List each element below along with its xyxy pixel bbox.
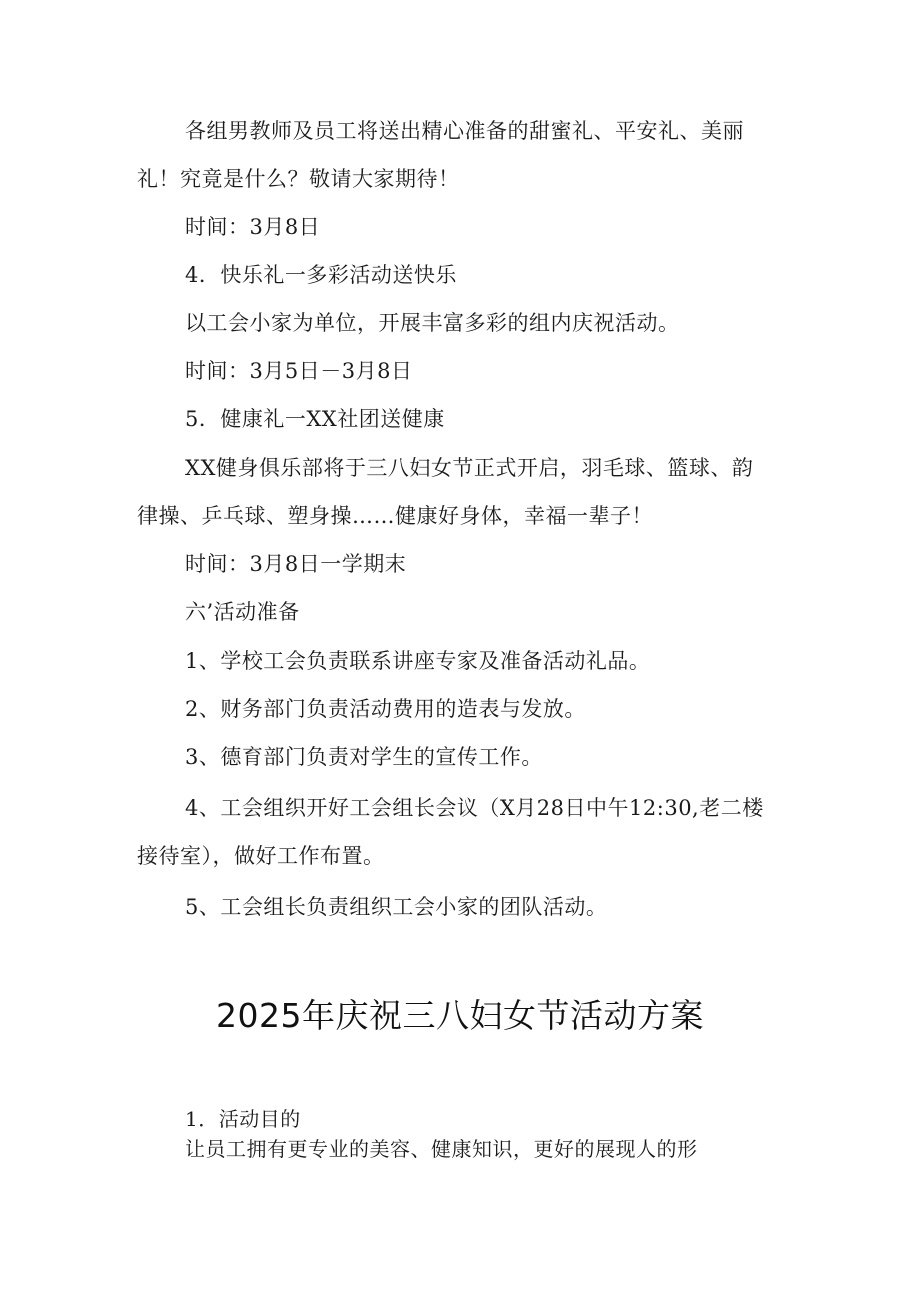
- paragraph-13: 2、财务部门负责活动费用的造表与发放。: [185, 697, 586, 721]
- paragraph-15: 4、工会组织开好工会组长会议（X月28日中午12:30,老二楼: [185, 796, 764, 820]
- paragraph-9: 律操、乒乓球、塑身操……健康好身体，幸福一辈子！: [137, 504, 653, 528]
- paragraph-4: 4．快乐礼一多彩活动送快乐: [185, 263, 457, 287]
- paragraph-8: XX健身俱乐部将于三八妇女节正式开启，羽毛球、篮球、韵: [185, 456, 754, 480]
- paragraph-16: 接待室），做好工作布置。: [137, 844, 385, 868]
- page-title: 2025年庆祝三八妇女节活动方案: [216, 996, 704, 1035]
- paragraph-7: 5．健康礼一XX社团送健康: [185, 407, 445, 431]
- paragraph-12: 1、学校工会负责联系讲座专家及准备活动礼品。: [185, 649, 651, 673]
- paragraph-14: 3、德育部门负责对学生的宣传工作。: [185, 745, 543, 769]
- paragraph-10: 时间：3月8日一学期末: [185, 552, 407, 576]
- section-heading: 1．活动目的: [185, 1107, 301, 1131]
- paragraph-3: 时间：3月8日: [185, 215, 321, 239]
- paragraph-11: 六’活动准备: [185, 600, 300, 624]
- section-text: 让员工拥有更专业的美容、健康知识，更好的展现人的形: [185, 1137, 698, 1161]
- paragraph-1: 各组男教师及员工将送出精心准备的甜蜜礼、平安礼、美丽: [185, 119, 744, 143]
- paragraph-5: 以工会小家为单位，开展丰富多彩的组内庆祝活动。: [185, 311, 680, 335]
- paragraph-2: 礼！究竟是什么？敬请大家期待！: [137, 167, 460, 191]
- paragraph-6: 时间：3月5日－3月8日: [185, 359, 413, 383]
- paragraph-17: 5、工会组长负责组织工会小家的团队活动。: [185, 895, 608, 919]
